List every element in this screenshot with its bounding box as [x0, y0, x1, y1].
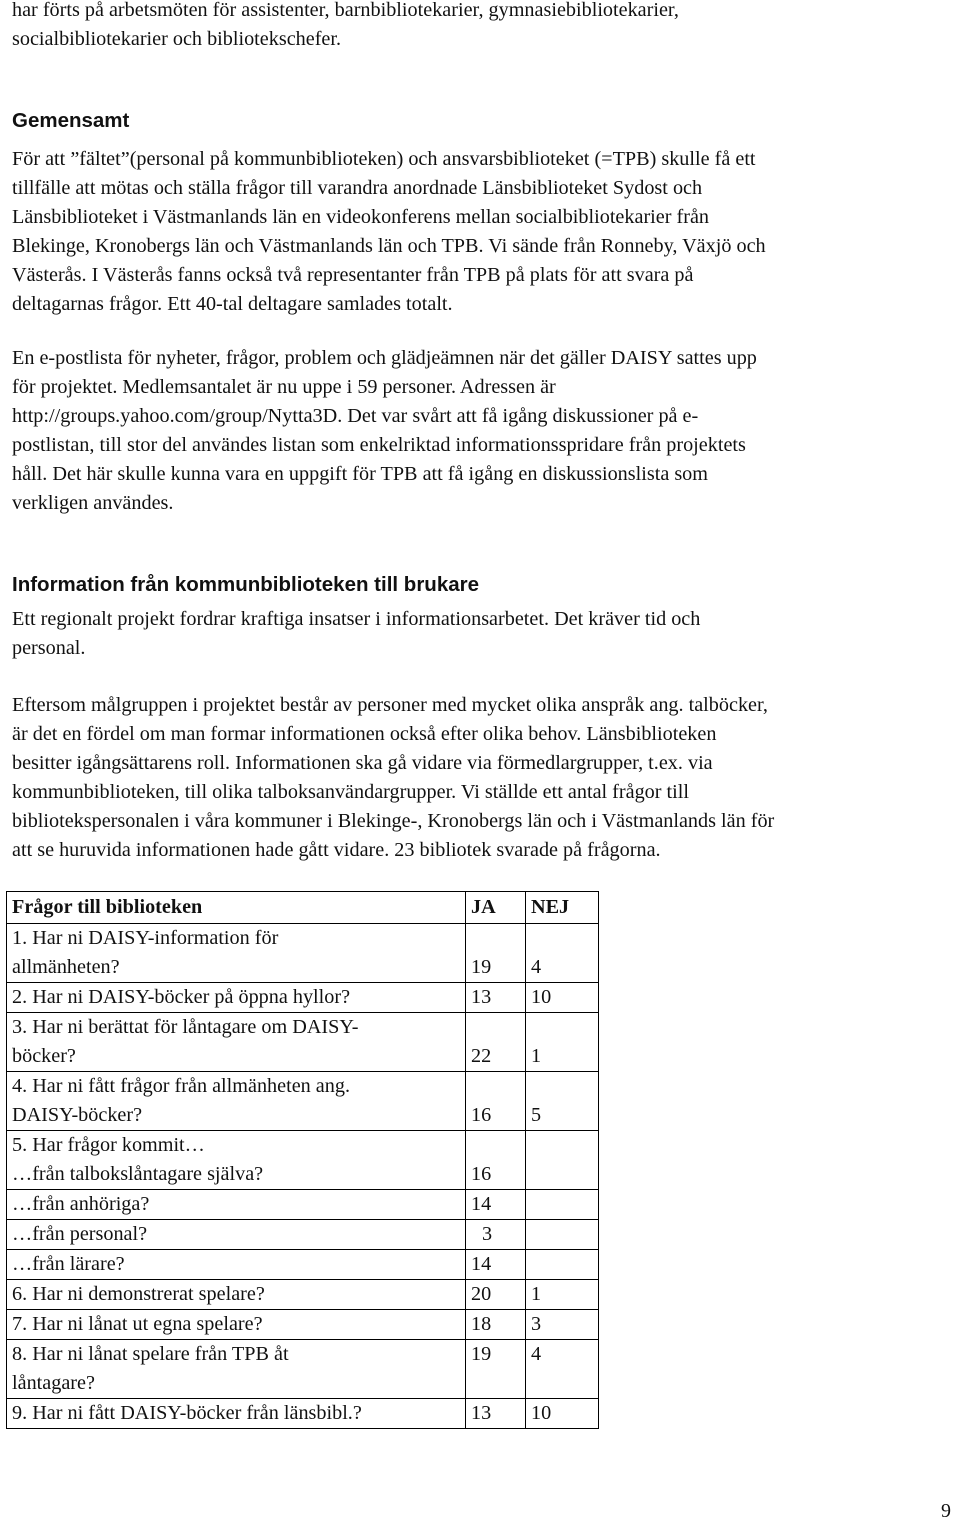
text-line: håll. Det här skulle kunna vara en uppgift för TPB att få igång en diskussionslista som: [12, 463, 708, 485]
text-line: har förts på arbetsmöten för assistenter, barnbibliotekarier, gymnasiebibliotekarier,: [12, 0, 679, 21]
text-line: En e-postlista för nyheter, frågor, problem och glädjeämnen när det gäller DAISY sattes upp: [12, 347, 757, 369]
question-cell: 4. Har ni fått frågor från allmänheten ang. DAISY-böcker?: [7, 1072, 466, 1131]
nej-cell: 10: [526, 1399, 599, 1429]
text-line: för projektet. Medlemsantalet är nu uppe i 59 personer. Adressen är: [12, 376, 556, 398]
ja-cell: 3: [466, 1220, 526, 1250]
gemensamt-paragraph-2: [12, 344, 957, 518]
text-line: Blekinge, Kronobergs län och Västmanlands län och TPB. Vi sände från Ronneby, Växjö och: [12, 235, 766, 257]
text-line: http://groups.yahoo.com/group/Nytta3D. Det var svårt att få igång diskussioner på e-: [12, 405, 699, 427]
ja-cell: 14: [466, 1190, 526, 1220]
text-line: kommunbiblioteken, till olika talboksanvändargrupper. Vi ställde ett antal frågor till: [12, 781, 689, 803]
nej-cell: 4: [526, 924, 599, 983]
ja-cell: 20: [466, 1280, 526, 1310]
table-row: [7, 1190, 599, 1220]
survey-table: [6, 891, 599, 1429]
information-paragraph-1: [12, 605, 957, 663]
table-row: [7, 1131, 599, 1190]
header-nej: NEJ: [526, 892, 599, 924]
ja-cell: 14: [466, 1250, 526, 1280]
text-line: deltagarnas frågor. Ett 40-tal deltagare samlades totalt.: [12, 293, 453, 315]
nej-cell: [526, 1190, 599, 1220]
ja-cell: 13: [466, 983, 526, 1013]
text-line: bibliotekspersonalen i våra kommuner i Blekinge-, Kronobergs län och i Västmanlands län för: [12, 810, 775, 832]
nej-cell: 3: [526, 1310, 599, 1340]
ja-cell: 13: [466, 1399, 526, 1429]
section-heading-gemensamt: Gemensamt: [12, 109, 130, 132]
nej-cell: 1: [526, 1280, 599, 1310]
page-number: 9: [941, 1500, 951, 1522]
table-row: [7, 1220, 599, 1250]
question-cell: 6. Har ni demonstrerat spelare?: [7, 1280, 466, 1310]
text-line: besitter igångsättarens roll. Informationen ska gå vidare via förmedlargrupper, t.ex. via: [12, 752, 713, 774]
text-line: är det en fördel om man formar informationen också efter olika behov. Länsbiblioteken: [12, 723, 717, 745]
gemensamt-paragraph-1: [12, 145, 957, 319]
table-row: [7, 1399, 599, 1429]
text-line: Västerås. I Västerås fanns också två representanter från TPB på plats för att svara på: [12, 264, 694, 286]
ja-cell: 22: [466, 1013, 526, 1072]
section-heading-information: Information från kommunbiblioteken till brukare: [12, 573, 479, 596]
nej-cell: 5: [526, 1072, 599, 1131]
question-cell: 7. Har ni lånat ut egna spelare?: [7, 1310, 466, 1340]
question-cell: 5. Har frågor kommit… …från talbokslåntagare själva?: [7, 1131, 466, 1190]
table-row: [7, 924, 599, 983]
text-line: tillfälle att mötas och ställa frågor till varandra anordnade Länsbiblioteket Sydost och: [12, 177, 703, 199]
ja-cell: 16: [466, 1131, 526, 1190]
text-line: postlistan, till stor del användes listan som enkelriktad informationsspridare från projektets: [12, 434, 746, 456]
nej-cell: 1: [526, 1013, 599, 1072]
table-row: [7, 1280, 599, 1310]
question-cell: 2. Har ni DAISY-böcker på öppna hyllor?: [7, 983, 466, 1013]
question-cell: 1. Har ni DAISY-information för allmänheten?: [7, 924, 466, 983]
nej-cell: [526, 1250, 599, 1280]
table-header-row: [7, 892, 599, 924]
text-line: För att ”fältet”(personal på kommunbiblioteken) och ansvarsbiblioteket (=TPB) skulle få ett: [12, 148, 756, 170]
text-line: personal.: [12, 637, 86, 659]
table-row: [7, 1250, 599, 1280]
table-row: [7, 1013, 599, 1072]
ja-cell: 18: [466, 1310, 526, 1340]
ja-cell: 16: [466, 1072, 526, 1131]
text-line: verkligen användes.: [12, 492, 174, 514]
header-question: Frågor till biblioteken: [7, 892, 466, 924]
question-cell: 9. Har ni fått DAISY-böcker från länsbibl.?: [7, 1399, 466, 1429]
question-cell: …från personal?: [7, 1220, 466, 1250]
table-row: [7, 1310, 599, 1340]
ja-cell: 19: [466, 1340, 526, 1399]
table-row: [7, 1340, 599, 1399]
text-line: Eftersom målgruppen i projektet består av personer med mycket olika anspråk ang. talböcker,: [12, 694, 768, 716]
nej-cell: [526, 1131, 599, 1190]
table-row: [7, 1072, 599, 1131]
header-ja: JA: [466, 892, 526, 924]
text-line: att se huruvida informationen hade gått vidare. 23 bibliotek svarade på frågorna.: [12, 839, 661, 861]
nej-cell: [526, 1220, 599, 1250]
information-paragraph-2: [12, 691, 957, 865]
question-cell: 3. Har ni berättat för låntagare om DAISY- böcker?: [7, 1013, 466, 1072]
text-line: Länsbiblioteket i Västmanlands län en videokonferens mellan socialbibliotekarier från: [12, 206, 710, 228]
question-cell: …från anhöriga?: [7, 1190, 466, 1220]
question-cell: 8. Har ni lånat spelare från TPB åt låntagare?: [7, 1340, 466, 1399]
ja-cell: 19: [466, 924, 526, 983]
text-line: Ett regionalt projekt fordrar kraftiga insatser i informationsarbetet. Det kräver tid och: [12, 608, 701, 630]
question-cell: …från lärare?: [7, 1250, 466, 1280]
table-row: [7, 983, 599, 1013]
intro-paragraph: [12, 0, 957, 54]
nej-cell: 10: [526, 983, 599, 1013]
text-line: socialbibliotekarier och bibliotekschefer.: [12, 28, 342, 50]
nej-cell: 4: [526, 1340, 599, 1399]
